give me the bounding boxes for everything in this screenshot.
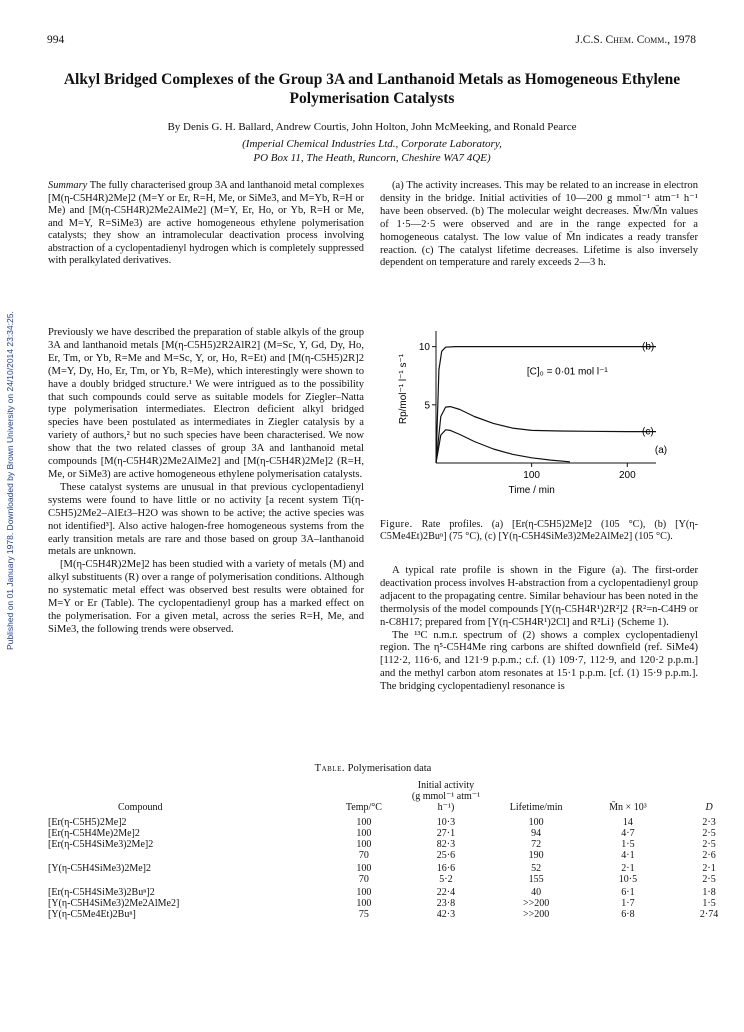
- table-row: [48, 861, 744, 874]
- col-header-activity-line-1: Initial activity: [417, 780, 475, 791]
- x-axis-label: Time / min: [508, 485, 555, 496]
- x-tick-label: 200: [618, 470, 636, 481]
- table-cell-mn: 10·5: [618, 874, 638, 885]
- series-label-2: (a): [654, 445, 668, 456]
- series-line-0: [436, 347, 656, 463]
- table-cell-activity: 42·3: [436, 909, 456, 920]
- table-cell-d: 2·5: [702, 874, 716, 885]
- table-header-row: [48, 780, 744, 813]
- table-cell-mn: 14: [622, 817, 633, 828]
- table-cell-compound: [48, 874, 326, 885]
- series-line-2: [436, 430, 570, 463]
- table-cell-compound: [Er(η-C5H5)2Me]2: [48, 817, 127, 828]
- y-tick-label: 5: [424, 400, 430, 412]
- summary-block: [48, 180, 364, 268]
- series-label-1: (c): [642, 426, 654, 438]
- table-row: [48, 909, 744, 920]
- table-row: [48, 885, 744, 898]
- left-column: [48, 327, 364, 637]
- col-header-activity-line-2: (g mmol⁻¹ atm⁻¹: [411, 791, 481, 802]
- table-cell-temp: 100: [356, 817, 372, 828]
- table-cell-temp: 100: [356, 898, 372, 909]
- table-cell-lifetime: 72: [531, 839, 542, 850]
- col-header-compound: Compound: [118, 802, 163, 813]
- table-cell-lifetime: 40: [531, 887, 542, 898]
- table-caption: [48, 763, 698, 774]
- provenance-note: [3, 190, 21, 650]
- table-cell-d: 2·74: [699, 909, 719, 920]
- affiliation-line-1: (Imperial Chemical Industries Ltd., Corporate Laboratory,: [242, 138, 502, 150]
- paragraph-2: These catalyst systems are unusual in that previous cyclopentadienyl systems were found to have little or no activity [a recent system Ti(η-C5H5)2Me2–AlEt3–H2O was shown to be active; the active species was not identified³]. Also active halogen-free homogeneous systems from the early transition metals are rare and those based on group 3A–lanthanoid metals are unknown.: [48, 481, 364, 558]
- polymerisation-table: [48, 780, 744, 920]
- table-cell-activity: 16·6: [436, 863, 456, 874]
- table-cell-d: 2·6: [702, 850, 716, 861]
- table-row: [48, 850, 744, 861]
- table-cell-activity: 25·6: [436, 850, 456, 861]
- table-cell-mn: 6·1: [621, 887, 635, 898]
- table-cell-compound: [48, 850, 326, 861]
- table-cell-compound: [Er(η-C5H4SiMe3)2Me]2: [48, 839, 154, 850]
- table-row: [48, 898, 744, 909]
- table-row: [48, 839, 744, 850]
- table-cell-temp: 100: [356, 863, 372, 874]
- table-cell-lifetime: 100: [528, 817, 544, 828]
- paragraph-1: Previously we have described the preparation of stable alkyls of the group 3A and lanthanoid metals [M(η-C5H5)2R2AlR2] (M=Sc, Y, Gd, Dy, Ho, Er, Tm, or Yb, R=Me and M=Sc, Y, or, Ho, R=Et) and [M(η-C5H5)2R]2 (M=Y, Dy, Ho, Er, Tm, or Yb, R=Me), which interestingly were shown to have a doubly bridged structure.¹ We were intrigued as to the possibility that such compounds could serve as suitable models for Ziegler–Natta type polymerisation intermediates. Electron deficient alkyl bridged species have been postulated as intermediates in Ziegler catalysis by a variety of authors,² but no such species have been characterised. We now show that the two related classes of group 3A and lanthanoid metal compounds [M(η-C5H4R)2Me2AlMe2] and [M(η-C5H4R)2Me]2 (R=H, Me, or SiMe3) are active homogeneous ethylene polymerisation catalysts.: [48, 327, 364, 480]
- page-number: 994: [47, 34, 65, 46]
- table-cell-mn: 4·7: [621, 828, 635, 839]
- article-title: Alkyl Bridged Complexes of the Group 3A and Lanthanoid Metals as Homogeneous Ethylene Polymerisation Catalysts: [63, 71, 681, 107]
- table-cell-mn: 4·1: [621, 850, 635, 861]
- figure-caption-text: Rate profiles. (a) [Er(η-C5H5)2Me]2 (105 °C), (b) [Y(η-C5Me4Et)2Buⁿ] (75 °C), (c) [Y(η-C5H4SiMe3)2Me2AlMe2] (105 °C).: [380, 519, 698, 542]
- table-cell-activity: 82·3: [436, 839, 456, 850]
- table-row: [48, 828, 744, 839]
- paragraph-3: [M(η-C5H4R)2Me]2 has been studied with a variety of metals (M) and alkyl substituents (R) over a range of polymerisation conditions. Although no systematic metal effect was observed best results were obtained for M=Y or Er (Table). The cyclopentadienyl group has a marked effect on the polymerisation. For a given metal, across the series R=H, Me, and SiMe3, the following trends were observed.: [48, 559, 364, 635]
- table-cell-temp: 75: [358, 909, 369, 920]
- table-cell-activity: 10·3: [436, 817, 456, 828]
- table-cell-mn: 2·1: [621, 863, 635, 874]
- y-axis-label: Rp/mol⁻¹ l⁻¹ s⁻¹: [398, 353, 409, 425]
- table-cell-mn: 1·5: [621, 839, 635, 850]
- table-cell-d: 2·1: [702, 863, 716, 874]
- col-header-lifetime: Lifetime/min: [509, 802, 563, 813]
- table-cell-lifetime: 94: [531, 828, 542, 839]
- table-row: [48, 817, 744, 828]
- table-cell-mn: 6·8: [621, 909, 635, 920]
- col-header-mn: M̄n × 10³: [609, 802, 647, 813]
- journal-name: J.C.S. Chem. Comm., 1978: [575, 34, 696, 46]
- table-cell-lifetime: 155: [528, 874, 544, 885]
- table-cell-compound: [Er(η-C5H4Me)2Me]2: [48, 828, 140, 839]
- table-cell-activity: 22·4: [436, 887, 456, 898]
- y-tick-label: 10: [418, 342, 430, 354]
- authors: By Denis G. H. Ballard, Andrew Courtis, John Holton, John McMeeking, and Ronald Pearce: [167, 121, 577, 133]
- table-cell-lifetime: >>200: [522, 898, 550, 909]
- series-label-0: (b): [642, 341, 655, 353]
- table-cell-compound: [Er(η-C5H4SiMe3)2Buⁿ]2: [48, 887, 155, 898]
- table-cell-lifetime: 190: [528, 850, 544, 861]
- summary-text: The fully characterised group 3A and lanthanoid metal complexes [M(η-C5H4R)2Me]2 (M=Y or Er, R=H, Me, or SiMe3, and M=Yb, R=H or Me) and [M(η-C5H4R)2Me2AlMe2] (M=Y, Er, Ho, or Yb, R=H or Me, and M=Y, R=SiMe3) are active homogeneous ethylene polymerisation catalysts; they show an intramolecular deactivation process involving abstraction of a cyclopentadienyl hydrogen which is completely suppressed with peralkylated derivatives.: [48, 180, 364, 266]
- table-cell-compound: [Y(η-C5Me4Et)2Buⁿ]: [48, 909, 136, 920]
- x-tick-label: 100: [523, 470, 540, 481]
- series-line-1: [436, 407, 656, 463]
- paragraph-5: The ¹³C n.m.r. spectrum of (2) shows a complex cyclopentadienyl region. The η⁵-C5H4Me ring carbons are shifted downfield (ref. SiMe4) [112·2, 116·6, and 121·9 p.p.m.; c.f. (1) 109·7, 112·9, and 120·2 p.p.m.] and the methyl carbon atom resonates at 15·1 p.p.m. [cf. (1) 15·9 p.p.m.]. The bridging cyclopentadienyl resonance is: [380, 629, 698, 693]
- table-cell-d: 2·5: [702, 839, 716, 850]
- affiliation-line-2: PO Box 11, The Heath, Runcorn, Cheshire WA7 4QE): [253, 152, 491, 164]
- right-column-top: (a) The activity increases. This may be related to an increase in electron density in the bridge. Initial activities of 10—200 g mmol⁻¹ atm⁻¹ h⁻¹ have been observed. (b) The molecular weight decreases. M̄w/M̄n values of 1·5—2·5 were observed and are in the range expected for a homogeneous catalyst. The low value of M̄n indicates a ready transfer reaction. (c) The catalyst lifetime decreases. Lifetime is also inversely dependent on temperature and rarely exceeds 2—3 h.: [380, 180, 698, 269]
- col-header-d: D: [705, 802, 713, 813]
- table-title: Polymerisation data: [347, 763, 432, 774]
- table-cell-temp: 100: [356, 839, 372, 850]
- col-header-activity: [401, 780, 490, 813]
- col-header-temp: Temp/°C: [345, 802, 382, 813]
- table-row: [48, 874, 744, 885]
- table-cell-temp: 100: [356, 828, 372, 839]
- table-cell-mn: 1·7: [621, 898, 635, 909]
- rate-profile-chart: [380, 300, 698, 512]
- table-label: Table.: [314, 763, 345, 774]
- col-header-activity-line-3: h⁻¹): [437, 802, 455, 813]
- table-cell-temp: 70: [358, 874, 369, 885]
- table-cell-lifetime: >>200: [522, 909, 550, 920]
- affiliation: [60, 137, 684, 165]
- chart-plot-area: [398, 331, 667, 496]
- table-cell-activity: 5·2: [439, 874, 453, 885]
- table-cell-activity: 23·8: [436, 898, 456, 909]
- table-cell-activity: 27·1: [436, 828, 456, 839]
- table-cell-temp: 70: [358, 850, 369, 861]
- provenance-text: Published on 01 January 1978. Downloaded by Brown University on 24/10/2014 23:34:25.: [5, 311, 15, 650]
- figure-caption-label: Figure.: [380, 519, 413, 530]
- table-cell-temp: 100: [356, 887, 372, 898]
- table-cell-compound: [Y(η-C5H4SiMe3)2Me]2: [48, 863, 151, 874]
- summary-label: Summary: [48, 180, 88, 191]
- table-cell-d: 1·8: [702, 887, 716, 898]
- table-cell-lifetime: 52: [531, 863, 542, 874]
- paragraph-4: A typical rate profile is shown in the Figure (a). The first-order deactivation process involves H-abstraction from a cyclopentadienyl group adjacent to the propagating centre. Similar behaviour has been noted in the thermolysis of the model compounds [Y(η-C5H4R¹)2R²]2 {R²=n-C4H9 or n-C8H17; prepared from [Y(η-C5H4R¹)2Cl] and R²Li} (Scheme 1).: [380, 565, 699, 628]
- table-cell-d: 1·5: [702, 898, 716, 909]
- figure-caption: [380, 519, 698, 543]
- table-cell-compound: [Y(η-C5H4SiMe3)2Me2AlMe2]: [48, 898, 180, 909]
- right-column-body: [380, 565, 698, 694]
- table-cell-d: 2·5: [702, 828, 716, 839]
- table-cell-d: 2·3: [702, 817, 716, 828]
- concentration-annotation: [C]₀ = 0·01 mol l⁻¹: [526, 366, 608, 378]
